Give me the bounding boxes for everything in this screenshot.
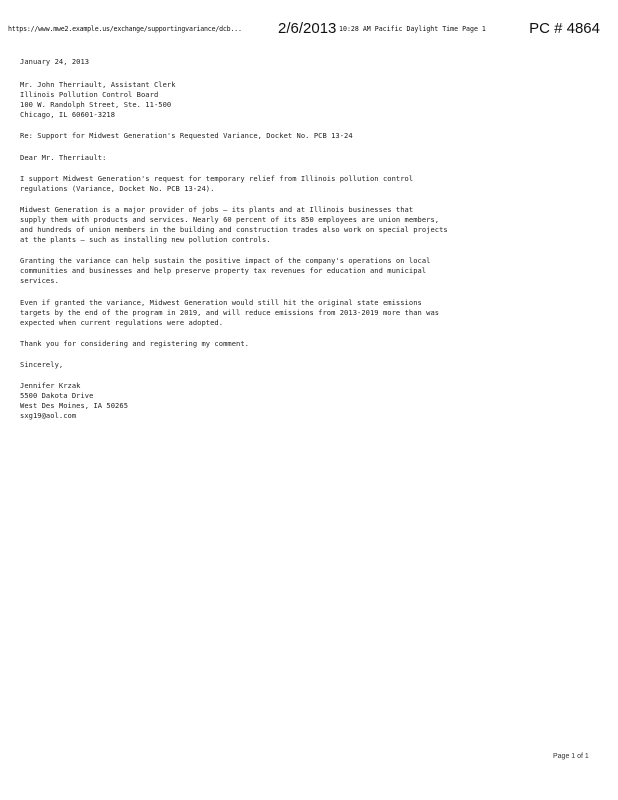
signature-name: Jennifer Krzak	[20, 380, 81, 390]
pc-number: PC # 4864	[529, 20, 600, 37]
paragraph-line: communities and businesses and help preserve property tax revenues for education and municipal	[20, 266, 427, 276]
paragraph-line: Granting the variance can help sustain the positive impact of the company's operations on local	[20, 256, 431, 266]
page-number: Page 1 of 1	[553, 753, 589, 760]
recipient-line: Mr. John Therriault, Assistant Clerk	[20, 80, 176, 90]
received-date-stamp: 2/6/2013	[278, 20, 337, 37]
closing: Sincerely,	[20, 359, 64, 369]
signature-address: 5500 Dakota Drive	[20, 391, 94, 401]
paragraph-line: Midwest Generation is a major provider of jobs — its plants and at Illinois businesses that	[20, 204, 414, 214]
signature-block	[20, 381, 595, 421]
signature-city: West Des Moines, IA 50265	[20, 401, 129, 411]
paragraph-2	[20, 205, 595, 245]
letter-body	[20, 57, 595, 421]
paragraph-3	[20, 256, 595, 286]
recipient-line: Chicago, IL 60601-3218	[20, 110, 116, 120]
paragraph-1	[20, 174, 595, 194]
paragraph-line: targets by the end of the program in 2019, and will reduce emissions from 2013-2019 more than was	[20, 307, 440, 317]
letter-date: January 24, 2013	[20, 57, 90, 66]
salutation: Dear Mr. Therriault:	[20, 152, 107, 162]
recipient-line: 100 W. Randolph Street, Ste. 11-500	[20, 100, 172, 110]
paragraph-line: I support Midwest Generation's request for temporary relief from Illinois pollution control	[20, 173, 414, 183]
paragraph-line: Even if granted the variance, Midwest Generation would still hit the original state emissions	[20, 297, 422, 307]
paragraph-4	[20, 298, 595, 328]
source-url: https://www.mwe2.example.us/exchange/supportingvariance/dcb...	[8, 25, 242, 33]
paragraph-line: expected when current regulations were adopted.	[20, 317, 224, 327]
recipient-block	[20, 80, 595, 120]
recipient-line: Illinois Pollution Control Board	[20, 90, 159, 100]
print-header	[8, 20, 612, 40]
signature-email: sxg19@aol.com	[20, 411, 77, 421]
print-meta: 10:28 AM Pacific Daylight Time Page 1	[339, 25, 486, 33]
subject-line: Re: Support for Midwest Generation's Requested Variance, Docket No. PCB 13-24	[20, 131, 353, 141]
paragraph-line: at the plants — such as installing new pollution controls.	[20, 235, 271, 245]
paragraph-line: regulations (Variance, Docket No. PCB 13-24).	[20, 183, 215, 193]
paragraph-line: supply them with products and services. Nearly 60 percent of its 850 employees are union members,	[20, 214, 440, 224]
paragraph-5: Thank you for considering and registering my comment.	[20, 338, 250, 348]
paragraph-line: services.	[20, 276, 59, 286]
paragraph-line: and hundreds of union members in the building and construction trades also work on special projects	[20, 225, 448, 235]
